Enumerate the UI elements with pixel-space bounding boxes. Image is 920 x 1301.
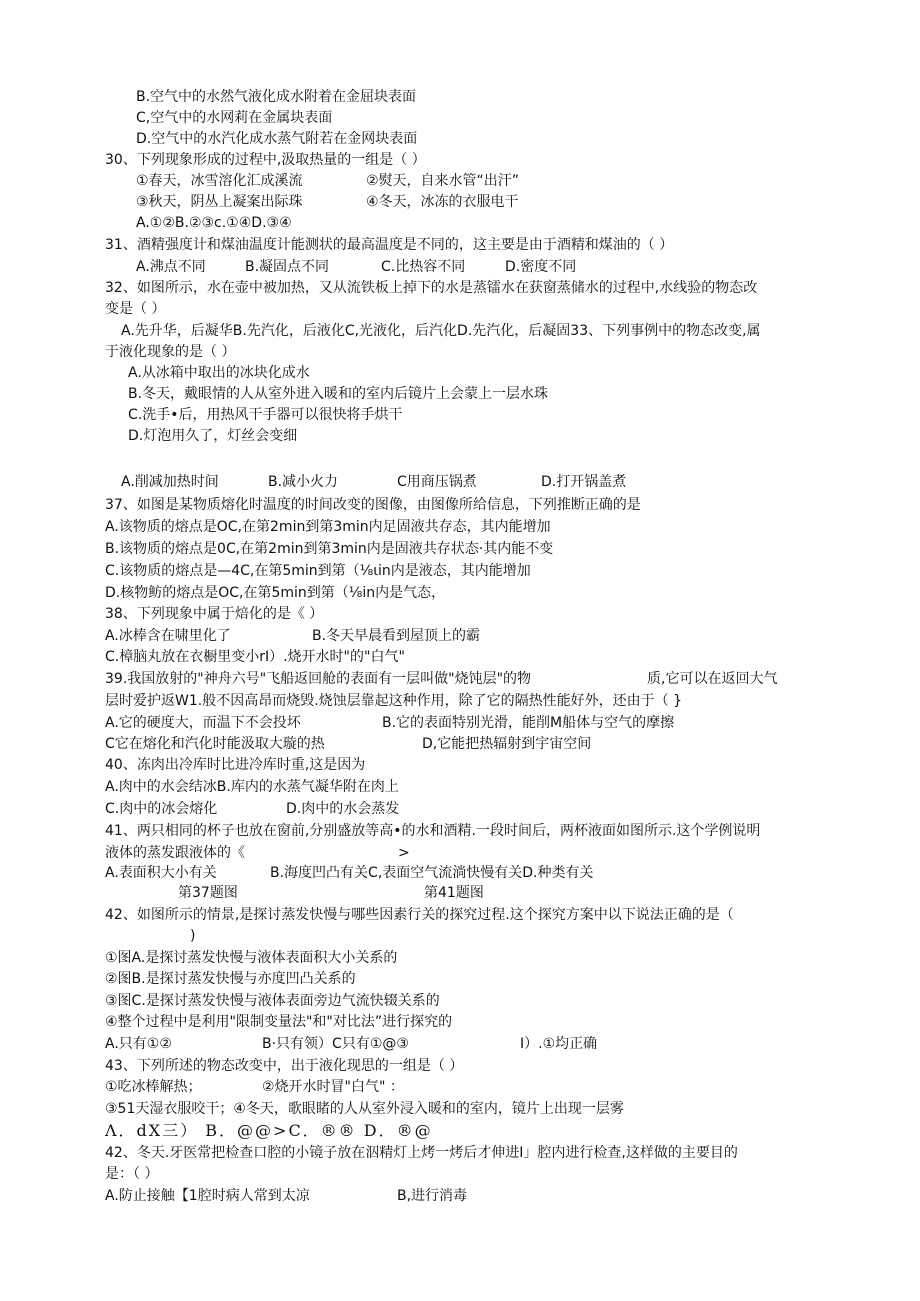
q38-option-b: B.冬天早晨看到屋顶上的霸 [312, 628, 481, 644]
q42b-option-a: A.防止接触【1腔时病人常到太凉 [105, 1188, 310, 1204]
q31-option-d: D.密度不同 [505, 259, 577, 275]
q42-option-d: I）.①均正确 [520, 1036, 598, 1052]
q31-option-a: A.沸点不同 [136, 259, 206, 275]
q31-option-b: B.凝固点不同 [245, 259, 330, 275]
question-39: 39.我国放射的"神舟六号"飞船返回舱的表面有一层叫做"烧饨层"的物 [105, 671, 532, 687]
question-43: 43、下列所述的物态改变中，出于液化现思的一组是（ ） [105, 1058, 464, 1074]
q33-option-c: C.洗手•后，用热风干手器可以很快将手烘干 [128, 407, 403, 423]
q43-item-2: ②烧开水时冒"白气" ： [262, 1079, 404, 1095]
q40-option-ab: A.肉中的水会结冰B.库内的水蒸气凝华附在肉上 [105, 779, 399, 795]
q42-item-4: ④整个过程中是利用"限制变量法"和"对比法”进行探究的 [105, 1014, 453, 1030]
q43-item-34: ③51天湿衣服咬干；④冬天，歌眼睹的人从室外浸入暖和的室内，镜片上出现一层雾 [105, 1101, 624, 1117]
question-42: 42、如图所示的情景,是探讨蒸发快慢与哪些因素行关的探究过程.这个探究方案中以下说法正确的是（ [105, 907, 734, 923]
option-d-prev: D.空气中的水汽化成水蒸气附若在金网块表面 [136, 131, 418, 147]
q42-option-bc: B·只有领）C只有①@③ [262, 1036, 409, 1052]
q39-option-c: C它在熔化和汽化时能汲取大璇的热 [105, 736, 325, 752]
q37-option-d: D.核物鲂的熔点是OC,在第5min到第（⅛in内是气态， [105, 585, 446, 601]
question-41-cont: 液体的蒸发跟液体的《 [105, 845, 245, 861]
q39-option-a: A.它的硬度大，而温下不会投坏 [105, 715, 301, 731]
q42-item-2: ②图B.是探讨蒸发快慢与亦度凹凸关系的 [105, 971, 356, 987]
question-42b-cont: 是：（ ） [105, 1166, 159, 1182]
q30-item-1: ①春天，冰雪溶化汇成溪流 [136, 173, 303, 189]
question-32-cont: 变是（ ） [105, 301, 166, 317]
question-42b: 42、冬天.牙医常把检查口腔的小镜子放在泅精灯上烤一烤后才伸进I」腔内进行检查,这样做的主要目的 [105, 1145, 738, 1161]
figure-37-caption: 第37题图 [178, 885, 238, 901]
figure-41-caption: 第41题图 [424, 885, 484, 901]
q32-options-q33: A.先升华，后凝华B.先汽化，后液化C,光液化，后汽化D.先汽化，后凝固33、下列事例中的物态改变,属 [121, 323, 761, 339]
q30-item-3: ③秋天，阴丛上凝案出际珠 [136, 194, 303, 210]
q38-option-cd: C.樟脑丸放在衣橱里变小rI）.烧开水时"的"白气" [105, 649, 405, 665]
q41-option-bcd: B.海度凹凸有关C,表面空气流淌快慢有关D.种类有关 [270, 865, 594, 881]
q43-item-1: ①吃冰棒解热； [105, 1079, 202, 1095]
q30-item-4: ④冬天，冰冻的衣服电干 [366, 194, 519, 210]
question-37: 37、如图是某物质熔化时温度的时间改变的图像，由图像所给信息，下列推断正确的是 [105, 497, 641, 513]
q39-option-d: D,它能把热辐射到宇宙空间 [422, 736, 592, 752]
q33-option-b: B.冬天，戴眼情的人从室外进入暖和的室内后镜片上会蒙上一层水珠 [128, 386, 549, 402]
q40-option-c: C.肉中的冰会熔化 [105, 801, 218, 817]
q39-option-b: B.它的表面特别光滑，能削M船体与空气的摩擦 [382, 715, 675, 731]
option-c-prev: C,空气中的水网莉在金属块表面 [136, 110, 333, 126]
q37-option-b: B.该物质的熔点是0C,在第2min到第3min内是固液共存状态·其内能不变 [105, 541, 554, 557]
question-39-cont: 层时爱护返W1.般不因高昂而烧毁.烧蚀层靠起这种作用，除了它的隔热性能好外，还由于（ } [105, 693, 683, 709]
question-32: 32、如图所示，水在壶中被加热，又从流铁板上掉下的水是蒸镭水在获窗蒸储水的过程中,水线验的物态改 [105, 280, 758, 296]
q36-option-a: A.削减加热时间 [121, 474, 219, 490]
q33-option-a: A.从冰箱中取出的冰块化成水 [128, 365, 310, 381]
q30-item-2: ②熨天，自来水管“出汗” [366, 173, 520, 189]
question-39-tail: 质,它可以在返回大气 [647, 671, 778, 687]
q42b-option-b: B,进行消毒 [397, 1188, 468, 1204]
q41-option-a: A.表面积大小有关 [105, 865, 217, 881]
q40-option-d: D.肉中的水会蒸发 [286, 801, 400, 817]
question-38: 38、下列现象中属于焙化的是《 ） [105, 606, 324, 622]
q30-options: A.①②B.②③c.①④D.③④ [136, 215, 292, 231]
q36-option-b: B.减小火力 [268, 474, 339, 490]
question-30: 30、下列现象形成的过程中,汲取热量的一组是（ ） [105, 152, 426, 168]
q31-option-c: C.比热容不同 [381, 259, 466, 275]
q36-option-d: D.打开锅盖煮 [541, 474, 627, 490]
q37-option-a: A.该物质的熔点是OC,在第2min到第3min内足固液共存态，其内能增加 [105, 519, 551, 535]
question-33-cont: 于液化现象的是（ ） [105, 344, 236, 360]
option-b-prev: B.空气中的水然气液化成水附着在金屈块表面 [136, 89, 417, 105]
q42-option-a: A.只有①② [105, 1036, 172, 1052]
q36-option-c: C用商压锅煮 [397, 474, 477, 490]
q42-item-3: ③图C.是探讨蒸发快慢与液体表面旁边气流快辍关系的 [105, 993, 440, 1009]
q37-option-c: C.该物质的熔点是—4C,在第5min到第（⅛ιin内是液态，其内能增加 [105, 563, 531, 579]
question-41-bracket: > [398, 845, 410, 861]
q33-option-d: D.灯泡用久了，灯丝会变细 [128, 428, 298, 444]
q42-item-1: ①图A.是探讨蒸发快慢与液体表面积大小关系的 [105, 950, 398, 966]
q43-options: Λ．dX三） B．@@>C．®® D．®@ [105, 1121, 433, 1140]
question-31: 31、酒精强度计和煤油温度计能测状的最高温度是不同的，这主要是由于酒精和煤油的（ ） [105, 237, 674, 253]
question-40: 40、冻肉出冷库时比进冷库时重,这是因为 [105, 757, 366, 773]
question-42-bracket: ) [190, 928, 196, 944]
question-41: 41、两只相同的杯子也放在窗前,分别盛放等高•的水和酒精.一段时间后，两杯液面如图所示.这个学例说明 [105, 823, 761, 839]
q38-option-a: A.冰棒含在啸里化了 [105, 628, 231, 644]
